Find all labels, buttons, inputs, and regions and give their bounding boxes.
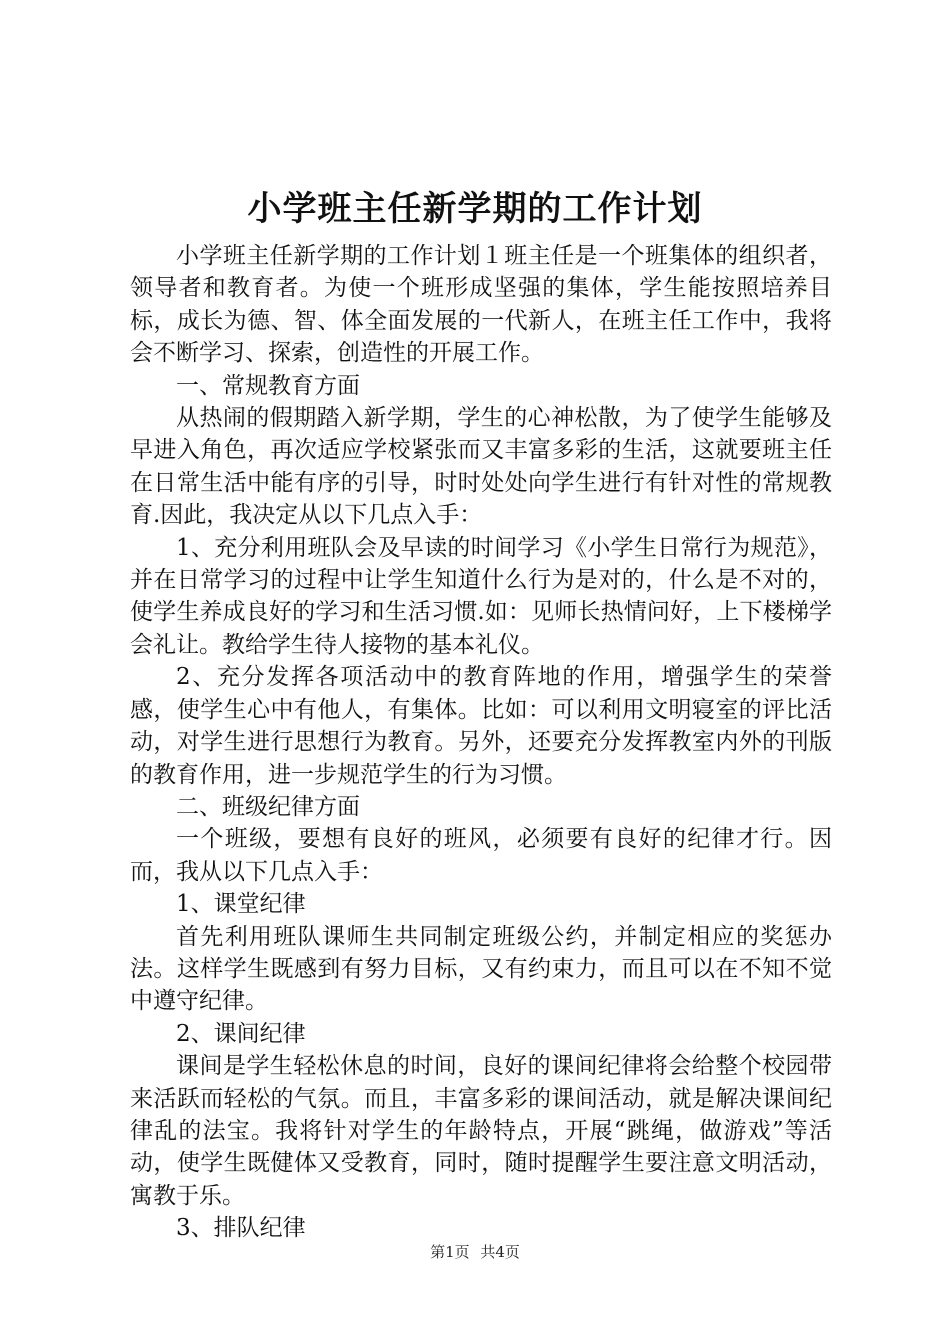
subheading-classroom-discipline: 1、课堂纪律 [176, 891, 306, 918]
document-title: 小学班主任新学期的工作计划 [247, 189, 703, 229]
subheading-queue-discipline: 3、排队纪律 [176, 1215, 306, 1242]
paragraph-break-discipline: 课间是学生轻松休息的时间，良好的课间纪律将会给整个校园带来活跃而轻松的气氛。而且，丰富多彩的课间活动，就是解决课间纪律乱的法宝。我将针对学生的年龄特点，开展“跳绳，做游戏”等活动，使学生既健体又受教育，同时，随时提醒学生要注意文明活动，寓教于乐。 [130, 1053, 832, 1209]
page-total: 共4页 [480, 1243, 520, 1261]
subheading-break-discipline: 2、课间纪律 [176, 1020, 306, 1047]
paragraph-routine-item-2: 2、充分发挥各项活动中的教育阵地的作用，增强学生的荣誉感，使学生心中有他人，有集体。比如：可以利用文明寝室的评比活动，对学生进行思想行为教育。另外，还要充分发挥教室内外的刊版的教育作用，进一步规范学生的行为习惯。 [130, 664, 832, 788]
document-body [130, 240, 832, 1245]
paragraph-classroom-discipline: 首先利用班队课师生共同制定班级公约，并制定相应的奖惩办法。这样学生既感到有努力目标，又有约束力，而且可以在不知不觉中遵守纪律。 [130, 923, 832, 1015]
paragraph-class-discipline: 一个班级，要想有良好的班风，必须要有良好的纪律才行。因而，我从以下几点入手： [130, 826, 832, 885]
page-footer [0, 1242, 950, 1262]
paragraph-routine-item-1: 1、充分利用班队会及早读的时间学习《小学生日常行为规范》，并在日常学习的过程中让学生知道什么行为是对的，什么是不对的，使学生养成良好的学习和生活习惯.如：见师长热情问好，上下楼梯学会礼让。教给学生待人接物的基本礼仪。 [130, 534, 832, 658]
paragraph-intro: 小学班主任新学期的工作计划１班主任是一个班集体的组织者，领导者和教育者。为使一个班形成坚强的集体，学生能按照培养目标，成长为德、智、体全面发展的一代新人，在班主任工作中，我将会不断学习、探索，创造性的开展工作。 [130, 243, 832, 367]
section-heading-class-discipline: 二、班级纪律方面 [176, 793, 360, 820]
page-number: 第1页 [430, 1243, 470, 1261]
section-heading-routine-education: 一、常规教育方面 [176, 372, 360, 399]
paragraph-routine-education: 从热闹的假期踏入新学期，学生的心神松散，为了使学生能够及早进入角色，再次适应学校紧张而又丰富多彩的生活，这就要班主任在日常生活中能有序的引导，时时处处向学生进行有针对性的常规教育.因此，我决定从以下几点入手： [130, 405, 832, 529]
